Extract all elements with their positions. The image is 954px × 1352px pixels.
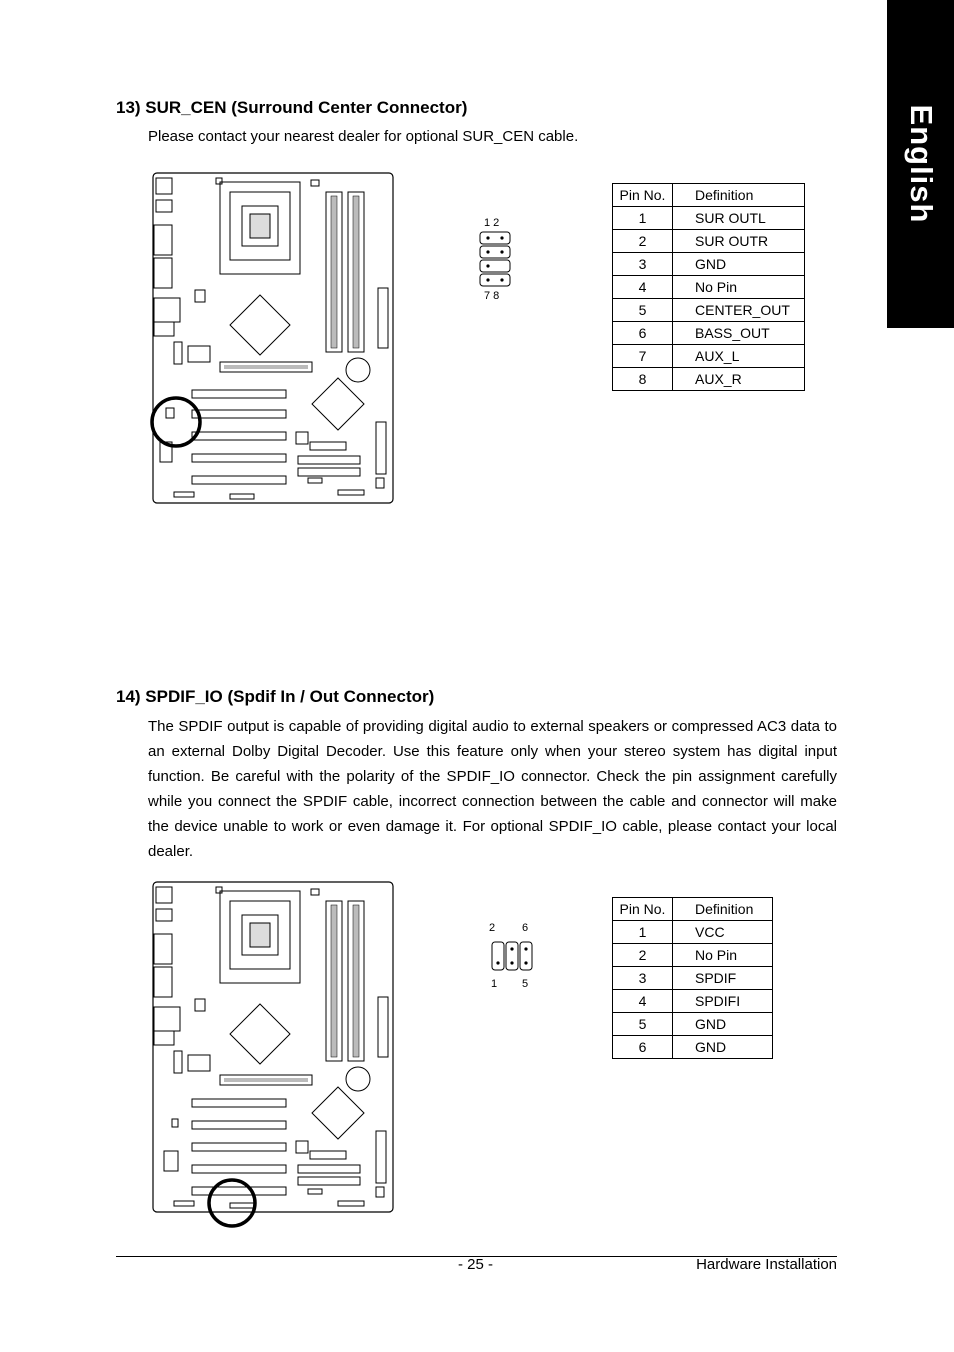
section-13-heading: 13) SUR_CEN (Surround Center Connector) (116, 98, 468, 117)
page-number: - 25 - (458, 1256, 494, 1273)
table-row (613, 967, 773, 990)
sur-cen-pin-label-top: 1 2 (484, 217, 500, 229)
spdif-pin-header (490, 940, 534, 972)
pin-number: 1 (613, 207, 673, 230)
pin-definition: SUR OUTL (673, 207, 805, 230)
pin-definition: SPDIF (673, 967, 773, 990)
pin-definition: VCC (673, 921, 773, 944)
pin-number: 7 (613, 345, 673, 368)
table-row (613, 276, 805, 299)
pin-definition: No Pin (673, 276, 805, 299)
table-row (613, 1013, 773, 1036)
table-header-cell: Definition (673, 898, 773, 921)
spdif-pin-label-top-left: 2 (489, 922, 496, 934)
pin-definition: SUR OUTR (673, 230, 805, 253)
pin-number: 5 (613, 1013, 673, 1036)
spdif-pin-label-bottom-left: 1 (491, 978, 498, 990)
table-row (613, 1036, 773, 1059)
pin-definition: SPDIFI (673, 990, 773, 1013)
table-row (613, 345, 805, 368)
pin-number: 3 (613, 967, 673, 990)
pin-number: 1 (613, 921, 673, 944)
table-header-cell: Definition (673, 184, 805, 207)
table-header-cell: Pin No. (613, 184, 673, 207)
pin-definition: GND (673, 253, 805, 276)
table-row (613, 368, 805, 391)
footer-section-name: Hardware Installation (696, 1256, 837, 1273)
pin-number: 4 (613, 990, 673, 1013)
pin-definition: BASS_OUT (673, 322, 805, 345)
pin-number: 3 (613, 253, 673, 276)
table-row (613, 230, 805, 253)
spdif-pin-label-top-right: 6 (522, 922, 529, 934)
pin-definition: GND (673, 1036, 773, 1059)
table-row (613, 253, 805, 276)
section-14-heading: 14) SPDIF_IO (Spdif In / Out Connector) (116, 687, 435, 706)
pin-number: 6 (613, 322, 673, 345)
language-tab-label: English (903, 104, 939, 224)
motherboard-diagram-sur-cen (148, 170, 396, 508)
sur-cen-pin-label-bottom: 7 8 (484, 290, 500, 302)
pin-number: 4 (613, 276, 673, 299)
table-row (613, 207, 805, 230)
table-row (613, 322, 805, 345)
pin-definition: CENTER_OUT (673, 299, 805, 322)
spdif-pin-label-bottom-right: 5 (522, 978, 529, 990)
table-header-cell: Pin No. (613, 898, 673, 921)
table-row (613, 944, 773, 967)
pin-number: 2 (613, 230, 673, 253)
table-row (613, 299, 805, 322)
motherboard-diagram-spdif-io (148, 879, 396, 1229)
pin-number: 6 (613, 1036, 673, 1059)
language-side-tab (887, 0, 954, 328)
table-header-row (613, 184, 805, 207)
sur-cen-pin-table (612, 183, 805, 391)
table-header-row (613, 898, 773, 921)
pin-number: 2 (613, 944, 673, 967)
table-row (613, 921, 773, 944)
sur-cen-pin-header (478, 230, 514, 288)
spdif-pin-table (612, 897, 773, 1059)
pin-definition: AUX_L (673, 345, 805, 368)
pin-number: 8 (613, 368, 673, 391)
section-14-text: The SPDIF output is capable of providing digital audio to external speakers or compressed AC3 data to an external Dolby Digital Decoder. Use this feature only when your stereo system has digital input function. Be careful with the polarity of the SPDIF_IO connector. Check the pin assignment carefully while you connect the SPDIF cable, incorrect connection between the cable and connector will make the device unable to work or even damage it. For optional SPDIF_IO cable, please contact your local dealer. (148, 718, 837, 860)
section-13-text: Please contact your nearest dealer for optional SUR_CEN cable. (148, 128, 579, 145)
pin-definition: AUX_R (673, 368, 805, 391)
table-row (613, 990, 773, 1013)
pin-definition: GND (673, 1013, 773, 1036)
pin-number: 5 (613, 299, 673, 322)
pin-definition: No Pin (673, 944, 773, 967)
